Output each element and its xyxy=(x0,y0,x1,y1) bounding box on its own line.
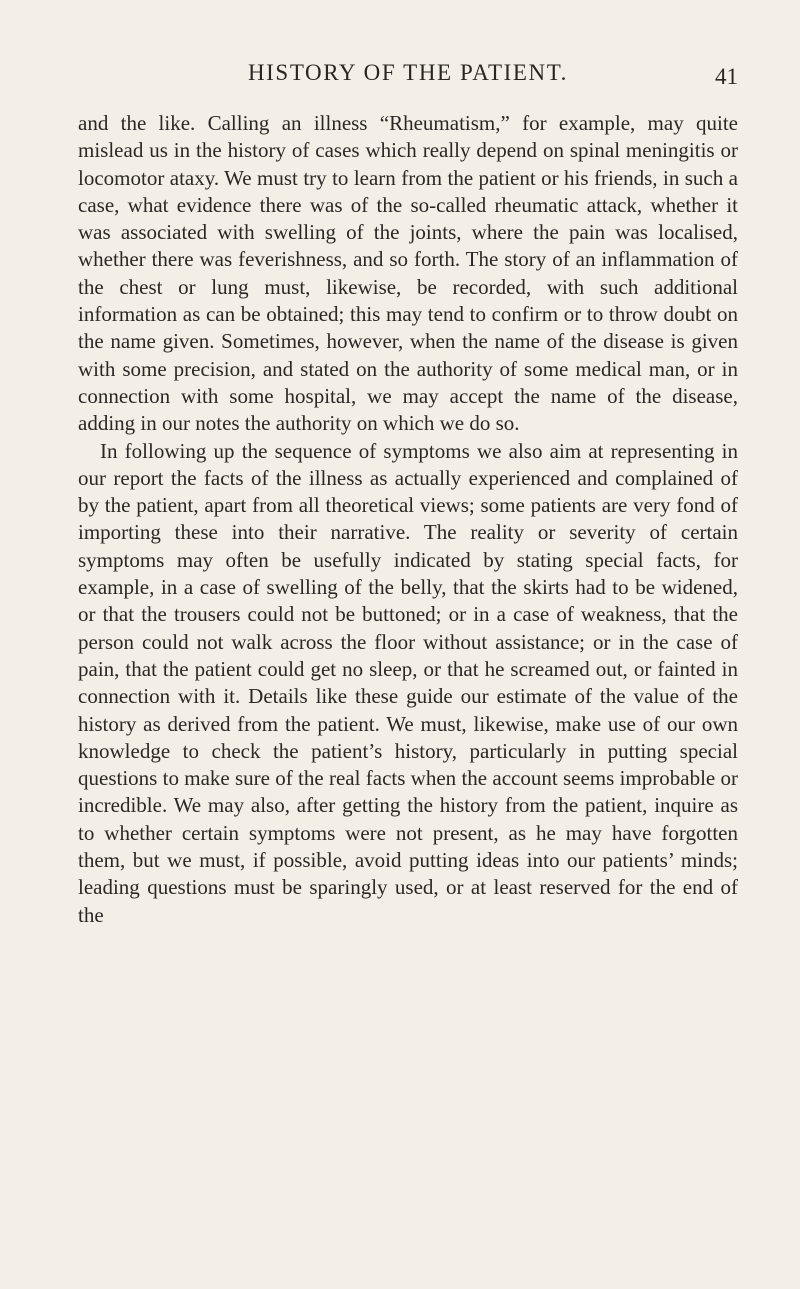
body-text xyxy=(78,110,738,929)
paragraph-continued: and the like. Calling an illness “Rheumatism,” for example, may quite mislead us in the history of cases which really depend on spinal meningitis or locomotor ataxy. We must try to learn from the patient or his friends, in such a case, what evidence there was of the so-called rheumatic attack, whether it was associated with swelling of the joints, where the pain was localised, whether there was feverishness, and so forth. The story of an inflammation of the chest or lung must, likewise, be recorded, with such additional information as can be obtained; this may tend to confirm or to throw doubt on the name given. Sometimes, however, when the name of the disease is given with some precision, and stated on the authority of some medical man, or in connection with some hospital, we may accept the name of the disease, adding in our notes the authority on which we do so. xyxy=(78,111,738,436)
paragraph-symptoms: In following up the sequence of symptoms we also aim at representing in our report the facts of the illness as actually experienced and complained of by the patient, apart from all theoretical views; some patients are very fond of importing these into their narrative. The reality or severity of certain symptoms may often be usefully indicated by stating special facts, for example, in a case of swelling of the belly, that the skirts had to be widened, or that the trousers could not be buttoned; or in a case of weakness, that the person could not walk across the floor without assistance; or in the case of pain, that the patient could get no sleep, or that he screamed out, or fainted in connection with it. Details like these guide our estimate of the value of the history as derived from the patient. We must, likewise, make use of our own knowledge to check the patient’s history, particularly in putting special questions to make sure of the real facts when the account seems improbable or incredible. We may also, after getting the history from the patient, inquire as to whether certain symptoms were not present, as he may have forgotten them, but we must, if possible, avoid putting ideas into our patients’ minds; leading questions must be sparingly used, or at least reserved for the end of the xyxy=(78,438,738,927)
running-head xyxy=(78,60,738,90)
page-number: 41 xyxy=(715,64,738,89)
running-title: HISTORY OF THE PATIENT. xyxy=(247,60,569,85)
